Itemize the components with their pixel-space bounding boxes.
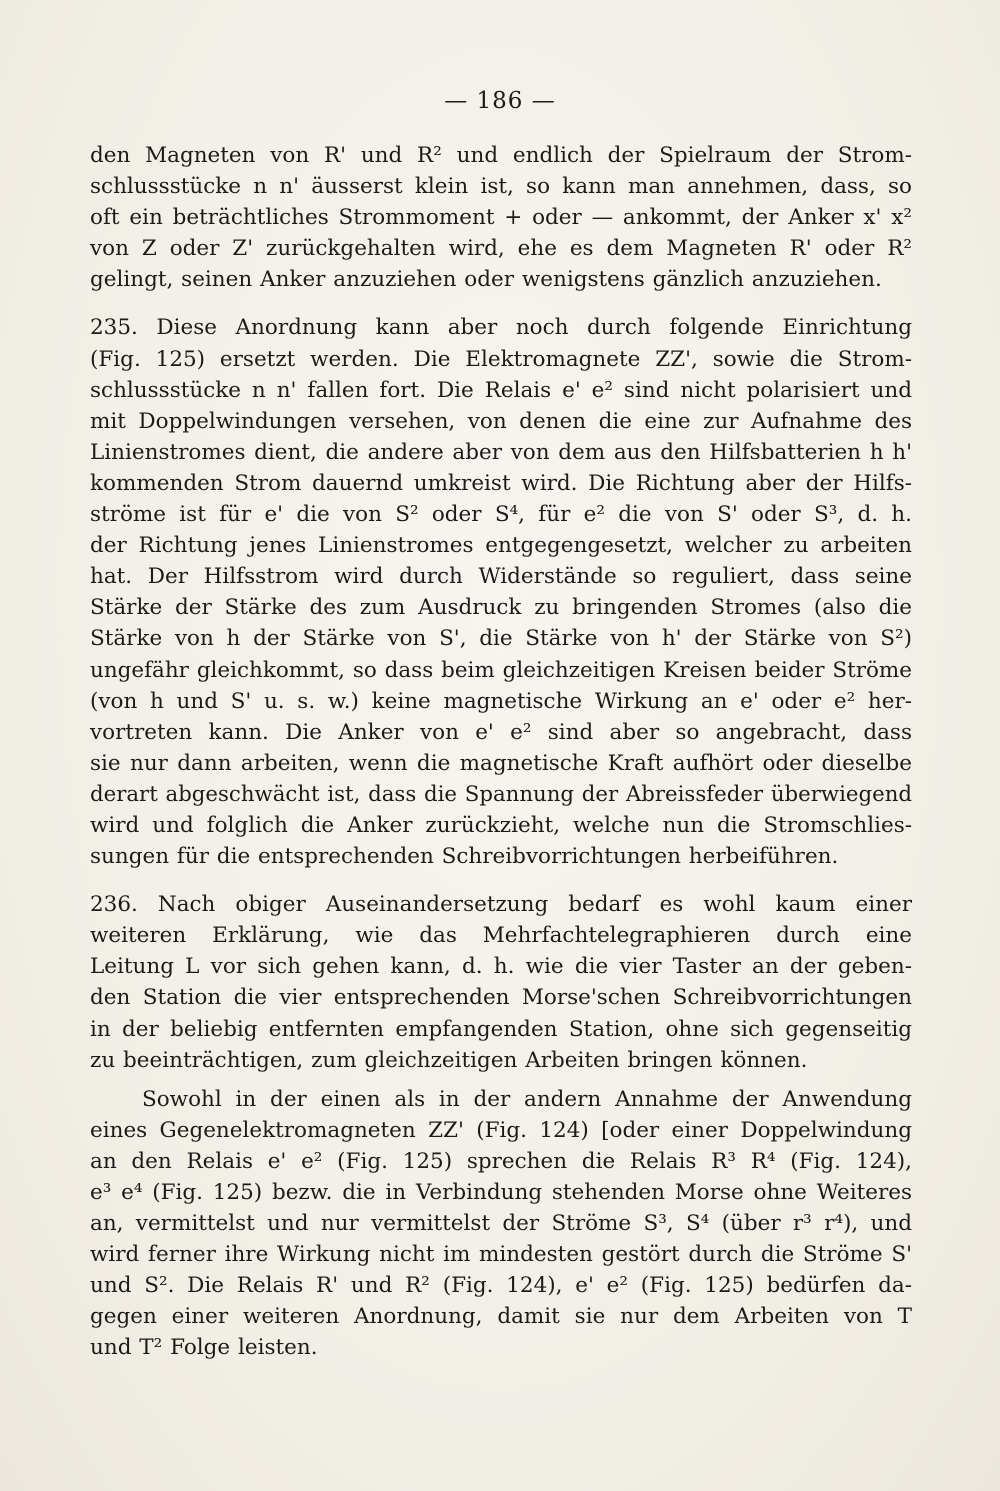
section-236-line: 236. Nach obiger Auseinandersetzung bedarf es wohl kaum einer: [90, 892, 912, 918]
text-line: in der beliebig entfernten empfangenden Station, ohne sich gegenseitig: [90, 1016, 912, 1042]
text-line: ungefähr gleichkommt, so dass beim gleichzeitigen Kreisen beider Ströme: [90, 657, 912, 683]
text-line: sie nur dann arbeiten, wenn die magnetische Kraft aufhört oder dieselbe: [90, 750, 912, 776]
text-line: mit Doppelwindungen versehen, von denen die eine zur Aufnahme des: [90, 408, 912, 434]
text-line: schlussstücke n n' fallen fort. Die Relais e' e² sind nicht polarisiert und: [90, 377, 912, 403]
text-line: wird und folglich die Anker zurückzieht, welche nun die Stromschlies-: [90, 812, 912, 838]
text-line: Linienstromes dient, die andere aber von dem aus den Hilfsbatterien h h': [90, 439, 912, 465]
text-line: von Z oder Z' zurückgehalten wird, ehe es dem Magneten R' oder R²: [90, 236, 912, 262]
text-line: den Magneten von R' und R² und endlich der Spielraum der Strom-: [90, 143, 912, 168]
text-line: gegen einer weiteren Anordnung, damit sie nur dem Arbeiten von T: [90, 1304, 912, 1330]
text-line: zu beeinträchtigen, zum gleichzeitigen Arbeiten bringen können.: [90, 1047, 808, 1073]
text-line: derart abgeschwächt ist, dass die Spannung der Abreissfeder überwiegend: [90, 781, 912, 807]
section-235-line: 235. Diese Anordnung kann aber noch durch folgende Einrichtung: [90, 315, 912, 341]
text-line: weiteren Erklärung, wie das Mehrfachtelegraphieren durch eine: [90, 923, 912, 949]
text-line: hat. Der Hilfsstrom wird durch Widerstände so reguliert, dass seine: [90, 564, 912, 590]
text-line: an den Relais e' e² (Fig. 125) sprechen die Relais R³ R⁴ (Fig. 124),: [90, 1148, 912, 1174]
text-line: wird ferner ihre Wirkung nicht im mindesten gestört durch die Ströme S': [90, 1242, 912, 1268]
text-line: gelingt, seinen Anker anzuziehen oder wenigstens gänzlich anzuziehen.: [90, 267, 882, 293]
page-number-header: — 186 —: [444, 88, 556, 114]
text-line: und S². Die Relais R' und R² (Fig. 124), e' e² (Fig. 125) bedürfen da-: [90, 1273, 912, 1299]
text-line: (Fig. 125) ersetzt werden. Die Elektromagnete ZZ', sowie die Strom-: [90, 346, 912, 372]
text-line: schlussstücke n n' äusserst klein ist, so kann man annehmen, dass, so: [90, 174, 912, 200]
text-line: ströme ist für e' die von S² oder S⁴, für e² die von S' oder S³, d. h.: [90, 502, 912, 528]
text-line: den Station die vier entsprechenden Morse'schen Schreibvorrichtungen: [90, 985, 912, 1011]
text-line: an, vermittelst und nur vermittelst der Ströme S³, S⁴ (über r³ r⁴), und: [90, 1211, 912, 1237]
text-line: vortreten kann. Die Anker von e' e² sind aber so angebracht, dass: [90, 719, 912, 745]
text-line: eines Gegenelektromagneten ZZ' (Fig. 124) [oder einer Doppelwindung: [90, 1117, 912, 1143]
text-line: der Richtung jenes Linienstromes entgegengesetzt, welcher zu arbeiten: [90, 533, 912, 559]
text-line: kommenden Strom dauernd umkreist wird. Die Richtung aber der Hilfs-: [90, 470, 912, 496]
text-line: sungen für die entsprechenden Schreibvorrichtungen herbeiführen.: [90, 844, 839, 870]
text-line: oft ein beträchtliches Strommoment + oder — ankommt, der Anker x' x²: [90, 205, 912, 231]
text-line: und T² Folge leisten.: [90, 1335, 318, 1361]
text-line: Leitung L vor sich gehen kann, d. h. wie die vier Taster an der geben-: [90, 954, 912, 980]
body-text: [90, 140, 912, 1364]
text-line: (von h und S' u. s. w.) keine magnetische Wirkung an e' oder e² her-: [90, 688, 912, 714]
text-line: e³ e⁴ (Fig. 125) bezw. die in Verbindung stehenden Morse ohne Weiteres: [90, 1180, 912, 1205]
text-line: Stärke von h der Stärke von S', die Stärke von h' der Stärke von S²): [90, 626, 912, 652]
text-line: Stärke der Stärke des zum Ausdruck zu bringenden Stromes (also die: [90, 595, 912, 621]
text-line: Sowohl in der einen als in der andern Annahme der Anwendung: [142, 1086, 912, 1112]
